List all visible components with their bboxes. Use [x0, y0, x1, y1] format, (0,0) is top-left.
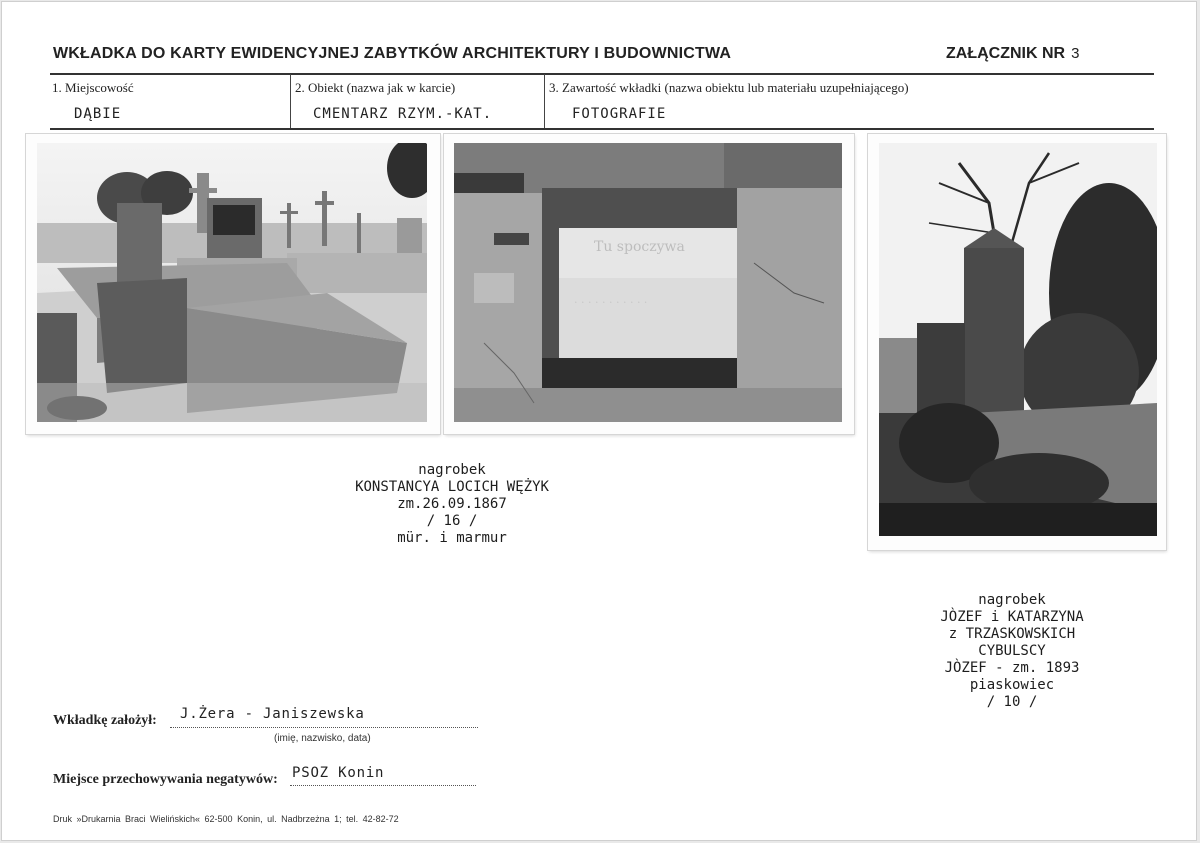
contents-value: FOTOGRAFIE	[572, 106, 667, 122]
photo-cemetery-tomb	[37, 143, 427, 422]
annex-label-text: ZAŁĄCZNIK NR	[946, 45, 1066, 62]
caption-right-line: CYBULSCY	[978, 643, 1046, 659]
negatives-value: PSOZ Konin	[292, 765, 385, 781]
annex-label	[946, 45, 1079, 63]
svg-text:Tu spoczywa: Tu spoczywa	[594, 239, 685, 255]
caption-left-line: zm.26.09.1867	[397, 496, 507, 512]
header-rule-bottom	[50, 128, 1154, 130]
field-divider-2	[544, 74, 545, 128]
object-value: CMENTARZ RZYM.-KAT.	[313, 106, 493, 122]
field-divider-1	[290, 74, 291, 128]
caption-left-line: KONSTANCYA LOCICH WĘŻYK	[355, 479, 549, 495]
created-by-hint: (imię, nazwisko, data)	[274, 733, 371, 744]
created-by-label: Wkładkę założył:	[53, 713, 157, 728]
annex-number: 3	[1071, 45, 1080, 62]
caption-right	[882, 592, 1142, 711]
printer-imprint: Druk »Drukarnia Braci Wielińskich« 62-500 Konin, ul. Nadbrzeżna 1; tel. 42-82-72	[53, 814, 399, 824]
caption-right-line: piaskowiec	[969, 677, 1055, 693]
locality-label: 1. Miejscowość	[52, 80, 134, 95]
photo-tombstone-with-trees	[879, 143, 1157, 536]
caption-right-line: JÒZEF i KATARZYNA	[940, 609, 1084, 625]
contents-label: 3. Zawartość wkładki (nazwa obiektu lub materiału uzupełniającego)	[549, 80, 909, 95]
caption-left-line: / 16 /	[426, 513, 478, 529]
caption-right-line: / 10 /	[986, 694, 1038, 710]
caption-left	[292, 462, 612, 547]
caption-right-line: JÒZEF - zm. 1893	[944, 660, 1080, 676]
locality-value: DĄBIE	[74, 106, 122, 122]
svg-text:. . . . . . . . . . .: . . . . . . . . . . .	[574, 293, 648, 306]
caption-left-line: nagrobek	[418, 462, 486, 478]
photo-tomb-inscription-niche	[454, 143, 842, 422]
caption-right-line: nagrobek	[978, 592, 1046, 608]
document-title: WKŁADKA DO KARTY EWIDENCYJNEJ ZABYTKÓW ARCHITEKTURY I BUDOWNICTWA	[53, 45, 732, 62]
document-sheet	[2, 2, 1196, 840]
created-by-value: J.Żera - Janiszewska	[180, 706, 365, 722]
negatives-label: Miejsce przechowywania negatywów:	[53, 772, 278, 787]
caption-left-line: mür. i marmur	[397, 530, 507, 546]
header-rule-top	[50, 73, 1154, 75]
object-label: 2. Obiekt (nazwa jak w karcie)	[295, 80, 456, 95]
caption-right-line: z TRZASKOWSKICH	[948, 626, 1076, 642]
